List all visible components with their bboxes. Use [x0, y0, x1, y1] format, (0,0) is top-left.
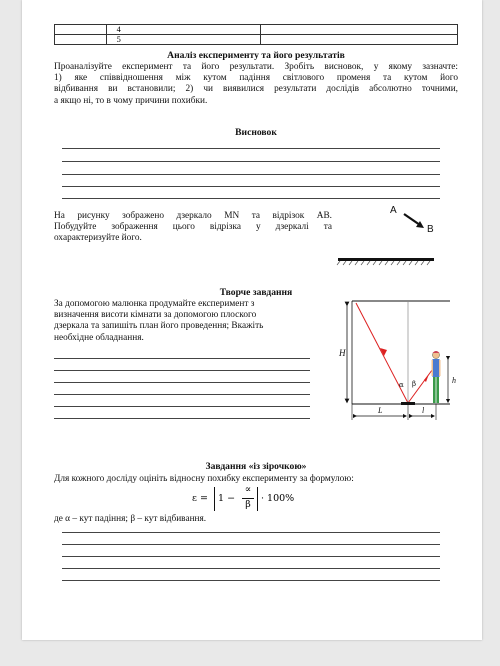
formula-denominator: β	[245, 499, 251, 510]
answer-line	[62, 174, 440, 175]
person-figure	[432, 351, 441, 403]
answer-line	[62, 568, 440, 569]
abs-bar-right	[257, 487, 258, 511]
label-h-eye: h	[452, 376, 456, 385]
abs-bar-left	[214, 487, 215, 511]
mirror-figure	[334, 198, 444, 270]
label-h-room: H	[339, 348, 346, 358]
analysis-title: Аналіз експерименту та його результатів	[167, 50, 345, 61]
mirror-task-text	[54, 211, 332, 245]
paragraph-line: За допомогою малюнка продумайте експеримент з	[54, 299, 255, 309]
conclusion-title: Висновок	[235, 127, 277, 138]
paragraph-line: Побудуйте зображення цього відрізка у дзеркалі та	[54, 222, 332, 233]
table-cell: 4	[106, 25, 261, 35]
creative-text	[54, 299, 324, 344]
formula-numerator: ∝	[244, 484, 252, 495]
star-task-text: Для кожного досліду оцініть відносну похибку експерименту за формулою:	[54, 474, 354, 484]
paragraph-line: 1) яке співвідношення між кутом падіння світлового променя та кутом його	[54, 73, 458, 84]
angle-alpha-label: α	[399, 381, 404, 389]
paragraph-line: охарактеризуйте його.	[54, 233, 142, 244]
paragraph-line: а якщо ні, то в чому причини похибки.	[54, 95, 208, 106]
table-cell	[55, 25, 107, 35]
error-formula	[192, 484, 332, 514]
mirror-surface	[338, 258, 434, 261]
point-b-label: B	[427, 224, 434, 235]
mirror-hatching	[337, 261, 430, 265]
answer-line	[62, 580, 440, 581]
point-a-label: A	[390, 205, 397, 216]
answer-line	[62, 544, 440, 545]
formula-note: де α – кут падіння; β – кут відбивання.	[54, 514, 207, 524]
room-height-figure	[312, 292, 460, 428]
answer-line	[54, 382, 310, 383]
table-cell	[261, 35, 458, 45]
creative-title: Творче завдання	[219, 287, 293, 298]
paragraph-line: необхідне обладнання.	[54, 332, 144, 343]
answer-line	[62, 161, 440, 162]
table-cell: 5	[106, 35, 261, 45]
answer-line	[54, 358, 310, 359]
segment-ab	[404, 214, 420, 225]
answer-line	[62, 556, 440, 557]
table-cell	[261, 25, 458, 35]
answer-line	[54, 418, 310, 419]
label-l-small: l	[422, 406, 425, 415]
paragraph-line: відбивання ви встановили; 2) чи виявилися результати дослідів абсолютно точними,	[54, 84, 458, 95]
label-l-big: L	[378, 406, 383, 415]
answer-line	[62, 532, 440, 533]
angle-beta-label: β	[412, 380, 417, 388]
analysis-paragraph	[54, 62, 458, 107]
table-row	[55, 25, 458, 35]
results-table	[54, 24, 458, 45]
paragraph-line: Проаналізуйте експеримент та його результати. Зробіть висновок, у якому зазначте:	[54, 62, 458, 72]
formula-one: 1 −	[218, 493, 236, 504]
answer-line	[54, 394, 310, 395]
answer-line	[54, 370, 310, 371]
answer-line	[54, 406, 310, 407]
paragraph-line: визначення висоти кімнати за допомогою плоского	[54, 310, 257, 321]
paragraph-line: На рисунку зображено дзеркало MN та відрізок AB.	[54, 211, 332, 221]
answer-line	[62, 186, 440, 187]
table-cell	[55, 35, 107, 45]
answer-line	[62, 148, 440, 149]
formula-rhs: · 100%	[261, 493, 295, 504]
worksheet-page	[22, 0, 482, 640]
star-task-title: Завдання «із зірочкою»	[205, 461, 307, 472]
table-row	[55, 35, 458, 45]
formula-lhs: ε =	[192, 493, 208, 504]
paragraph-line: дзеркала та запишіть план його проведення; Вкажіть	[54, 321, 264, 332]
